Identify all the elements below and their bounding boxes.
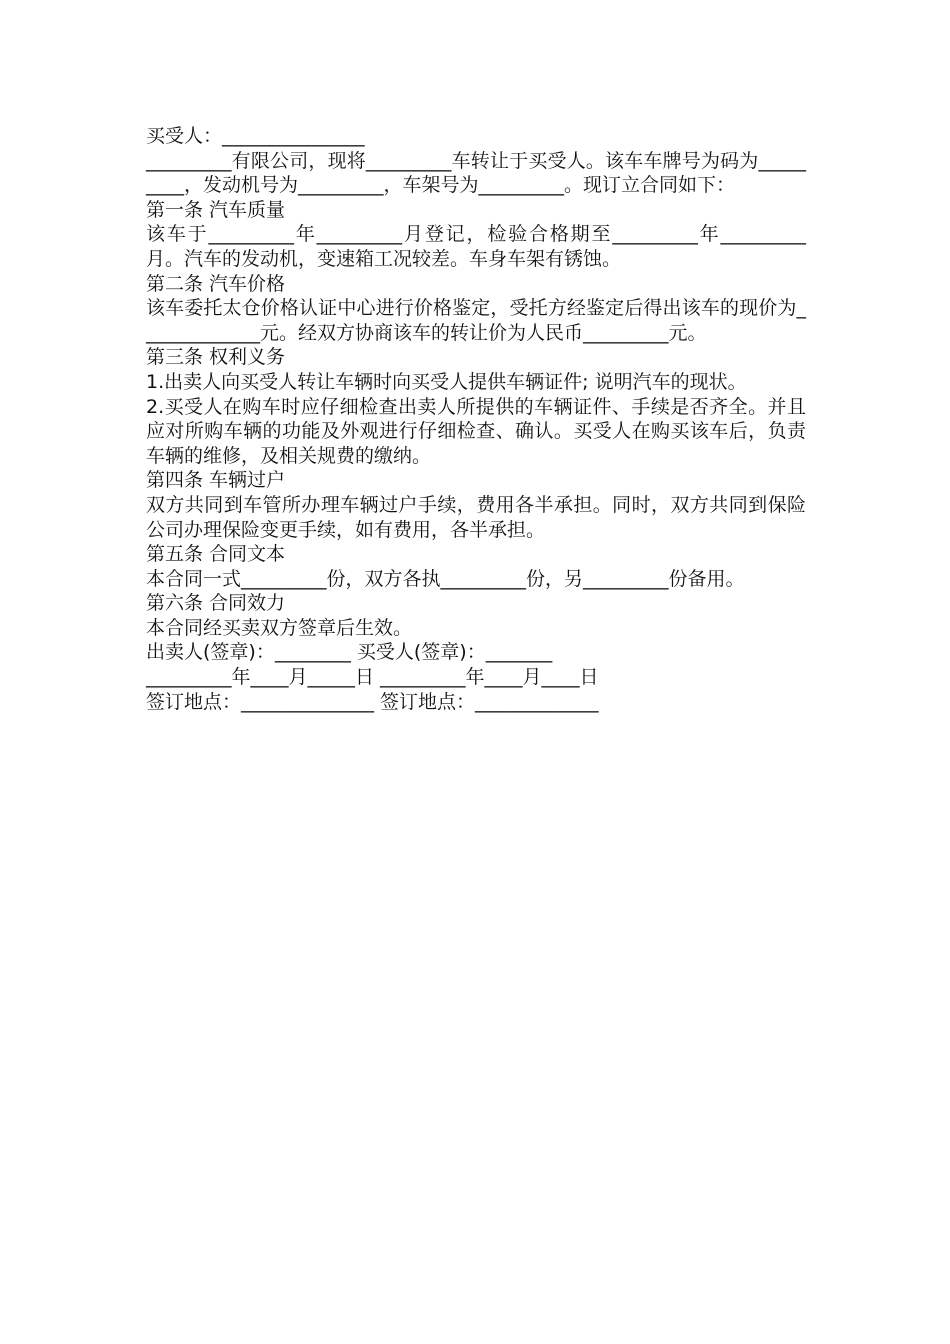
- article4-body: 双方共同到车管所办理车辆过户手续，费用各半承担。同时，双方共同到保险公司办理保险变更手续，如有费用，各半承担。: [146, 493, 806, 541]
- article2-body: 该车委托太仓价格认证中心进行价格鉴定，受托方经鉴定后得出该车的现价为_____________元。经双方协商该车的转让价为人民币_________元。: [146, 297, 806, 344]
- article3-title: 第三条 权利义务: [146, 346, 286, 369]
- article4-title: 第四条 车辆过户: [146, 469, 286, 492]
- date-line: _________年____月_____日 _________年____月____日: [146, 666, 599, 689]
- buyer-line: 买受人：_______________: [146, 125, 365, 147]
- article3-item1: 1.出卖人向买受人转让车辆时向买受人提供车辆证件; 说明汽车的现状。: [146, 370, 747, 393]
- article3-item2: 2.买受人在购车时应仔细检查出卖人所提供的车辆证件、手续是否齐全。并且应对所购车辆的功能及外观进行仔细检查、确认。买受人在购买该车后，负责车辆的维修，及相关规费的缴纳。: [146, 395, 806, 467]
- article1-title: 第一条 汽车质量: [146, 198, 286, 221]
- article6-body: 本合同经买卖双方签章后生效。: [146, 616, 413, 639]
- intro-paragraph: _________有限公司，现将_________车转让于买受人。该车车牌号为码为_________，发动机号为_________，车架号为_________。现订立合同如下：: [146, 149, 806, 197]
- contract-body: [146, 124, 806, 714]
- article2-title: 第二条 汽车价格: [146, 272, 286, 295]
- article5-body: 本合同一式_________份，双方各执_________份，另_________份备用。: [146, 567, 745, 590]
- article6-title: 第六条 合同效力: [146, 592, 286, 615]
- article1-body: 该车于_________年_________月登记，检验合格期至_________年_________月。汽车的发动机，变速箱工况较差。车身车架有锈蚀。: [146, 223, 806, 270]
- signature-line: 出卖人(签章)：________ 买受人(签章)：_______: [146, 641, 553, 664]
- article5-title: 第五条 合同文本: [146, 543, 286, 566]
- signing-place-line: 签订地点：______________ 签订地点：_____________: [146, 690, 599, 713]
